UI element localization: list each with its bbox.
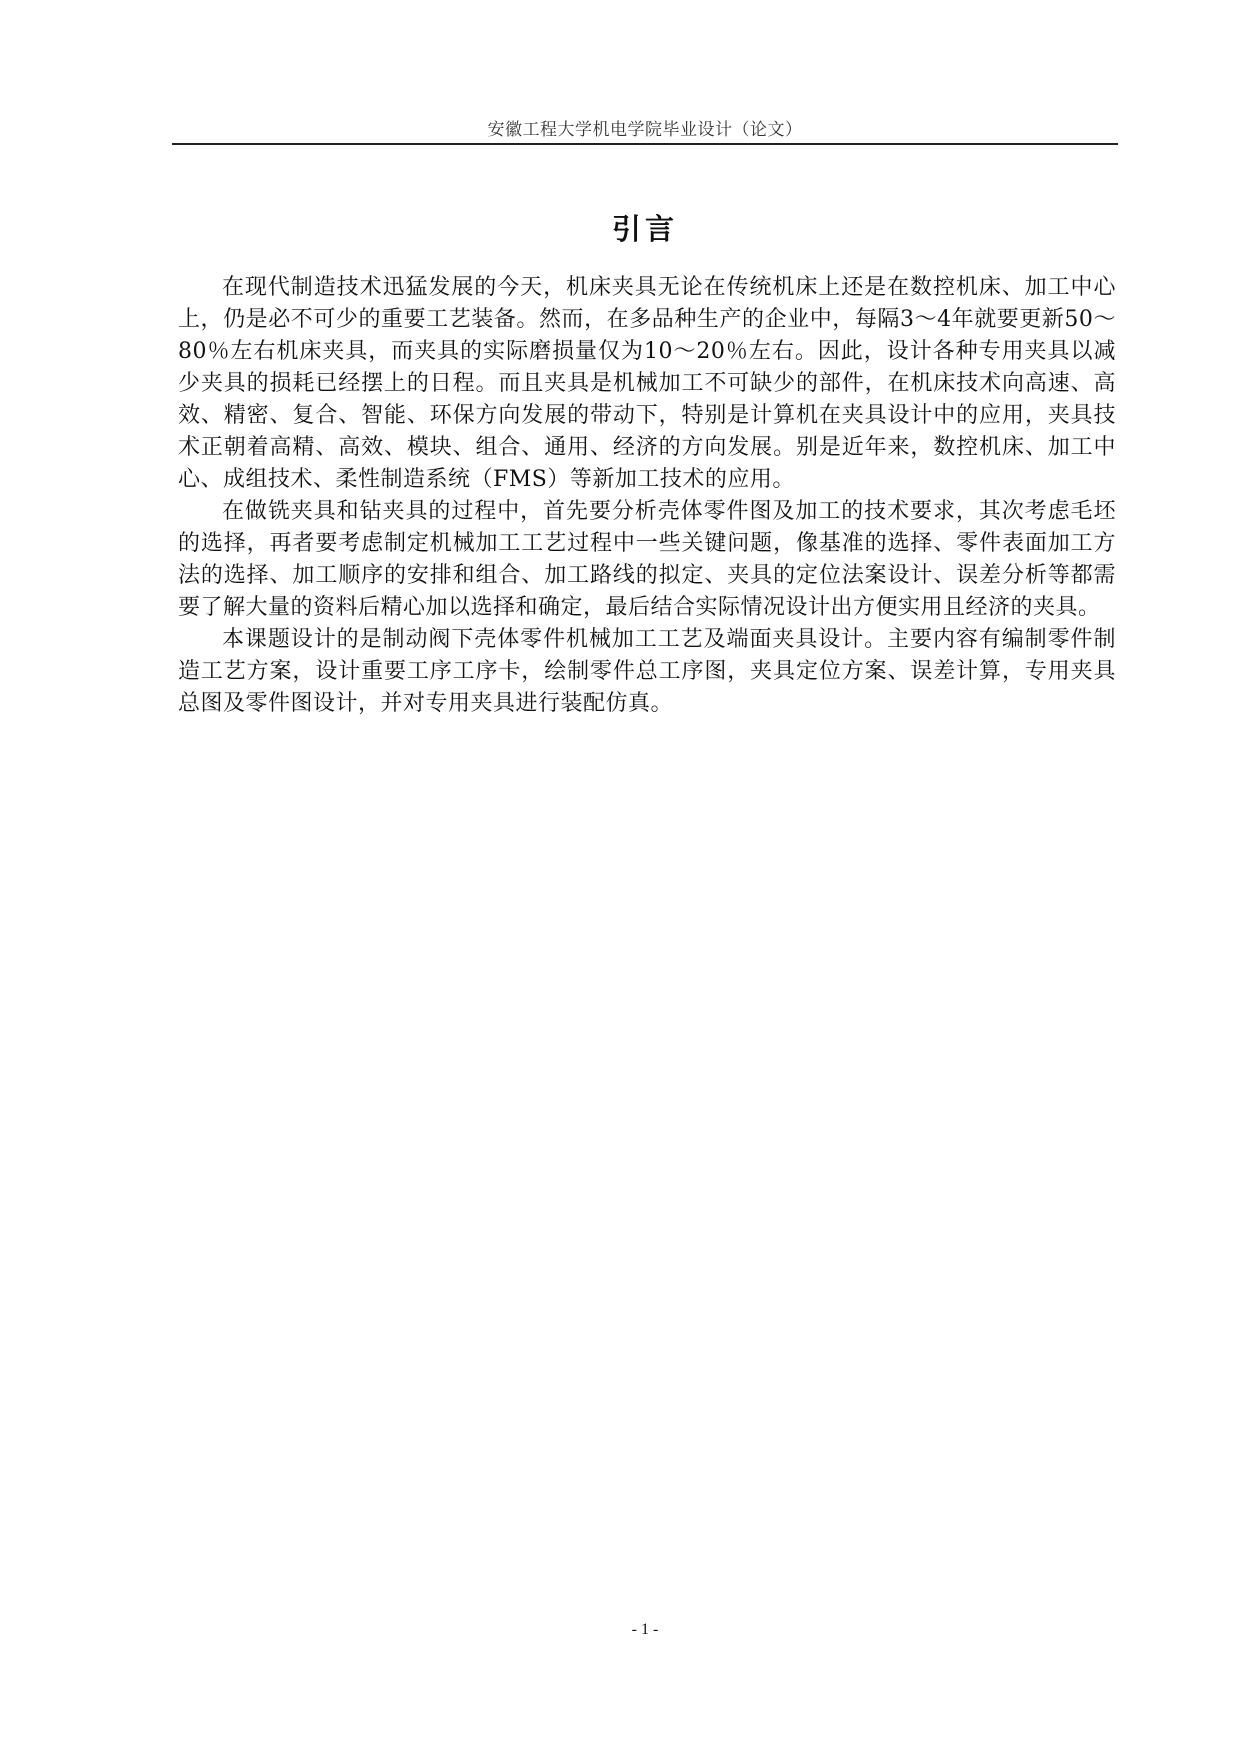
paragraph: 在现代制造技术迅猛发展的今天，机床夹具无论在传统机床上还是在数控机床、加工中心上，仍是必不可少的重要工艺装备。然而，在多品种生产的企业中，每隔3～4年就要更新50～80％左右机床夹具，而夹具的实际磨损量仅为10～20％左右。因此，设计各种专用夹具以减少夹具的损耗已经摆上的日程。而且夹具是机械加工不可缺少的部件，在机床技术向高速、高效、精密、复合、智能、环保方向发展的带动下，特别是计算机在夹具设计中的应用，夹具技术正朝着高精、高效、模块、组合、通用、经济的方向发展。别是近年来，数控机床、加工中心、成组技术、柔性制造系统（FMS）等新加工技术的应用。: [178, 275, 1116, 492]
paragraph: 本课题设计的是制动阀下壳体零件机械加工工艺及端面夹具设计。主要内容有编制零件制造工艺方案，设计重要工序工序卡，绘制零件总工序图，夹具定位方案、误差计算，专用夹具总图及零件图设计，并对专用夹具进行装配仿真。: [178, 627, 1116, 716]
page-number: - 1 -: [631, 1621, 659, 1638]
body-text: [178, 272, 1116, 720]
page-title: 引言: [611, 212, 678, 247]
page-header: 安徽工程大学机电学院毕业设计（论文）: [487, 120, 803, 140]
header-rule: [172, 143, 1118, 145]
paragraph: 在做铣夹具和钻夹具的过程中，首先要分析壳体零件图及加工的技术要求，其次考虑毛坯的选择，再者要考虑制定机械加工工艺过程中一些关键问题，像基准的选择、零件表面加工方法的选择、加工顺序的安排和组合、加工路线的拟定、夹具的定位法案设计、误差分析等都需要了解大量的资料后精心加以选择和确定，最后结合实际情况设计出方便实用且经济的夹具。: [178, 499, 1116, 620]
